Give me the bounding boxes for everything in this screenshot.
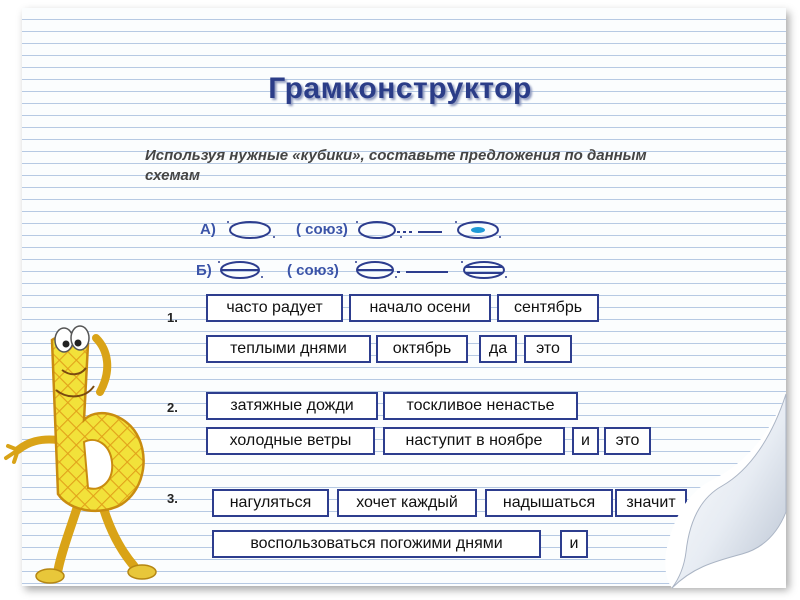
task-number: 3. — [167, 491, 178, 506]
word-cube[interactable]: сентябрь — [497, 294, 599, 322]
word-cube[interactable]: начало осени — [349, 294, 491, 322]
word-cube[interactable]: тоскливое ненастье — [383, 392, 578, 420]
word-cube[interactable]: наступит в ноябре — [383, 427, 565, 455]
task-number: 1. — [167, 310, 178, 325]
page-title: Грамконструктор — [268, 72, 532, 105]
scheme-a-label: А) — [200, 221, 216, 238]
word-cube[interactable]: и — [572, 427, 599, 455]
scheme-oval-icon — [359, 222, 395, 238]
word-cube[interactable]: да — [479, 335, 517, 363]
word-cube[interactable]: затяжные дожди — [206, 392, 378, 420]
instruction-text: Используя нужные «кубики», составьте предложения по данным схемам — [145, 147, 647, 184]
word-cube[interactable]: нагуляться — [212, 489, 329, 517]
word-cube[interactable]: холодные ветры — [206, 427, 375, 455]
word-cube[interactable]: октябрь — [376, 335, 468, 363]
word-cube[interactable]: воспользоваться погожими днями — [212, 530, 541, 558]
word-cube[interactable]: это — [604, 427, 651, 455]
word-cube[interactable]: и — [560, 530, 588, 558]
word-cube[interactable]: надышаться — [485, 489, 613, 517]
scheme-b-label: Б) — [196, 262, 212, 279]
mascot-letter-soft-sign-icon — [0, 300, 200, 600]
scheme-b-conjunction: ( союз) — [287, 262, 339, 279]
task-number: 2. — [167, 400, 178, 415]
word-cube[interactable]: хочет каждый — [337, 489, 477, 517]
page-curl-icon — [652, 392, 792, 592]
scheme-oval-icon — [230, 222, 270, 238]
scheme-oval-icon — [464, 262, 504, 278]
scheme-a-conjunction: ( союз) — [296, 221, 348, 238]
word-cube[interactable]: это — [524, 335, 572, 363]
word-cube[interactable]: часто радует — [206, 294, 343, 322]
word-cube[interactable]: значит — [615, 489, 687, 517]
word-cube[interactable]: теплыми днями — [206, 335, 371, 363]
